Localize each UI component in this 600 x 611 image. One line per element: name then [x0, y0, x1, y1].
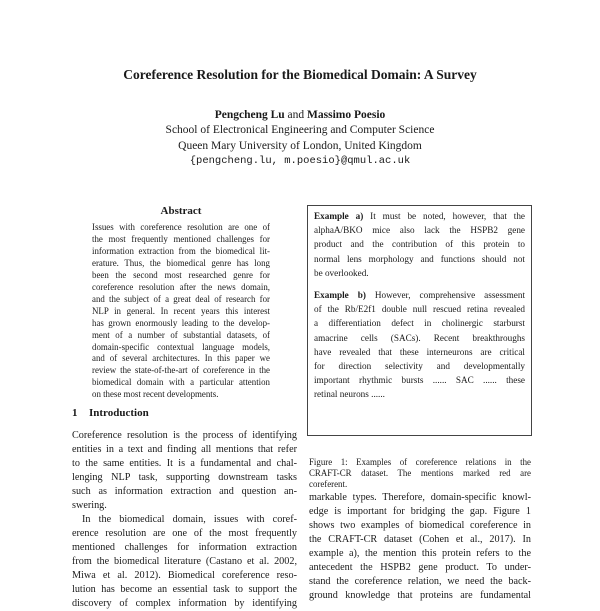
body-line: Coreference resolution is the process of identifying — [72, 430, 297, 441]
example-line: important rhythmic bursts ...... SAC ...... these — [314, 375, 525, 386]
author-conjunction: and — [287, 109, 305, 121]
abstract-line: the most frequently mentioned challenges for — [92, 233, 270, 244]
example-line: have revealed that these interneurons are critical — [314, 346, 525, 357]
example-b — [314, 288, 525, 402]
abstract-line: information extraction from the biomedical lit- — [92, 245, 270, 256]
example-line: alphaA/BKO mice also lack the HSPB2 gene — [314, 225, 525, 236]
example-a-label: Example a) — [314, 211, 364, 221]
author-block — [0, 108, 600, 169]
abstract-text — [92, 222, 270, 401]
body-line: to the same entities. It is a fundamental and chal- — [72, 458, 297, 469]
abstract-line: Issues with coreference resolution are one of — [92, 222, 270, 232]
example-line — [314, 288, 525, 302]
example-a — [314, 209, 525, 280]
affiliation-line-2: Queen Mary University of London, United Kingdom — [178, 139, 422, 152]
example-line: of the Rb/E2f1 double null rescued retina revealed — [314, 304, 525, 315]
paper-title: Coreference Resolution for the Biomedical Domain: A Survey — [123, 67, 477, 82]
caption-line: CRAFT-CR dataset. The mentions marked red are — [309, 468, 531, 478]
figure-1-caption — [309, 457, 531, 490]
abstract-line: erature. Thus, the biomedical genre has long — [92, 257, 270, 268]
author-2: Massimo Poesio — [307, 109, 386, 121]
example-b-label: Example b) — [314, 290, 366, 301]
example-line: product and the contribution of this protein to — [314, 239, 525, 250]
body-line: Miwa et al. 2012). Biomedical coreference reso- — [72, 570, 297, 581]
figure-1-box — [307, 205, 532, 436]
body-line: entities in a text and finding all mentions that refer — [72, 444, 297, 455]
example-b-text: However, comprehensive assessment — [374, 290, 525, 301]
author-email: {pengcheng.lu, m.poesio}@qmul.ac.uk — [189, 154, 411, 167]
body-line: ground knowledge that proteins are fundamental — [309, 590, 531, 601]
example-line: amacrine cells (SACs). Recent breakthroughs — [314, 332, 525, 343]
introduction-text — [72, 429, 297, 611]
body-line: antecedent the HSPB2 gene product. To under- — [309, 562, 531, 573]
example-a-text: It must be noted, however, that the — [370, 211, 525, 221]
body-line: such as information extraction and question an- — [72, 486, 297, 497]
caption-line: coreferent. — [309, 479, 348, 489]
author-1: Pengcheng Lu — [214, 109, 285, 121]
example-line: retinal neurons ...... — [314, 389, 385, 400]
abstract-line: NLP in general. In recent years this interest — [92, 305, 270, 316]
section-heading-introduction — [72, 407, 149, 419]
abstract-line: review the state-of-the-art of coreference in the — [92, 365, 270, 376]
body-line: discovery of complex information by identifying — [72, 598, 297, 609]
example-line: be overlooked. — [314, 267, 369, 278]
body-line: lenging NLP task, supporting downstream tasks — [72, 472, 297, 483]
example-line: for direction selectivity and developmentally — [314, 361, 525, 372]
abstract-line: and of several architectures. In this paper we — [92, 353, 270, 364]
body-line: the CRAFT-CR dataset (Cohen et al., 2017). In — [309, 534, 531, 545]
abstract-line: has grown enormously leading to the develop- — [92, 317, 270, 328]
body-line: swering. — [72, 500, 107, 511]
body-line: shows two examples of biomedical coreference in — [309, 520, 531, 531]
abstract-line: on these most recent developments. — [92, 389, 219, 400]
abstract-line: and the subject of a great deal of research for — [92, 293, 270, 304]
affiliation-line-1: School of Electronical Engineering and Computer Science — [165, 124, 435, 137]
abstract-line: domain-specific contextual language models, — [92, 341, 270, 352]
right-column-text — [309, 491, 531, 603]
abstract-line: been the second most researched genre for — [92, 269, 270, 280]
section-number: 1 — [72, 407, 78, 419]
abstract-line: coreference resolution after the news domain, — [92, 281, 270, 292]
body-line: mentioned challenges for information extraction — [72, 542, 297, 553]
body-line: lution has become an essential task to support the — [72, 584, 297, 595]
caption-line: Figure 1: Examples of coreference relations in the — [309, 457, 531, 467]
example-line: normal lens morphology and functions should not — [314, 253, 525, 264]
abstract-heading: Abstract — [160, 205, 202, 217]
body-line: In the biomedical domain, issues with coref- — [82, 514, 297, 525]
body-line: edge is important for bridging the gap. Figure 1 — [309, 506, 531, 517]
author-names — [0, 108, 600, 123]
abstract-line: biomedical domain with a particular attention — [92, 377, 270, 388]
example-line: a differentiation defect in cholinergic starburst — [314, 318, 525, 329]
body-line: stand the coreference relation, we need the back- — [309, 576, 531, 587]
body-line: erence resolution are one of the most frequently — [72, 528, 297, 539]
body-line: example a), the mention this protein refers to the — [309, 548, 531, 559]
body-line: markable types. Therefore, domain-specific knowl- — [309, 492, 531, 503]
body-line: from the biomedical literature (Castano et al. 2002, — [72, 556, 297, 567]
abstract-line: ment of a number of substantial datasets, of — [92, 329, 270, 340]
section-title: Introduction — [89, 407, 149, 419]
example-line — [314, 209, 525, 223]
